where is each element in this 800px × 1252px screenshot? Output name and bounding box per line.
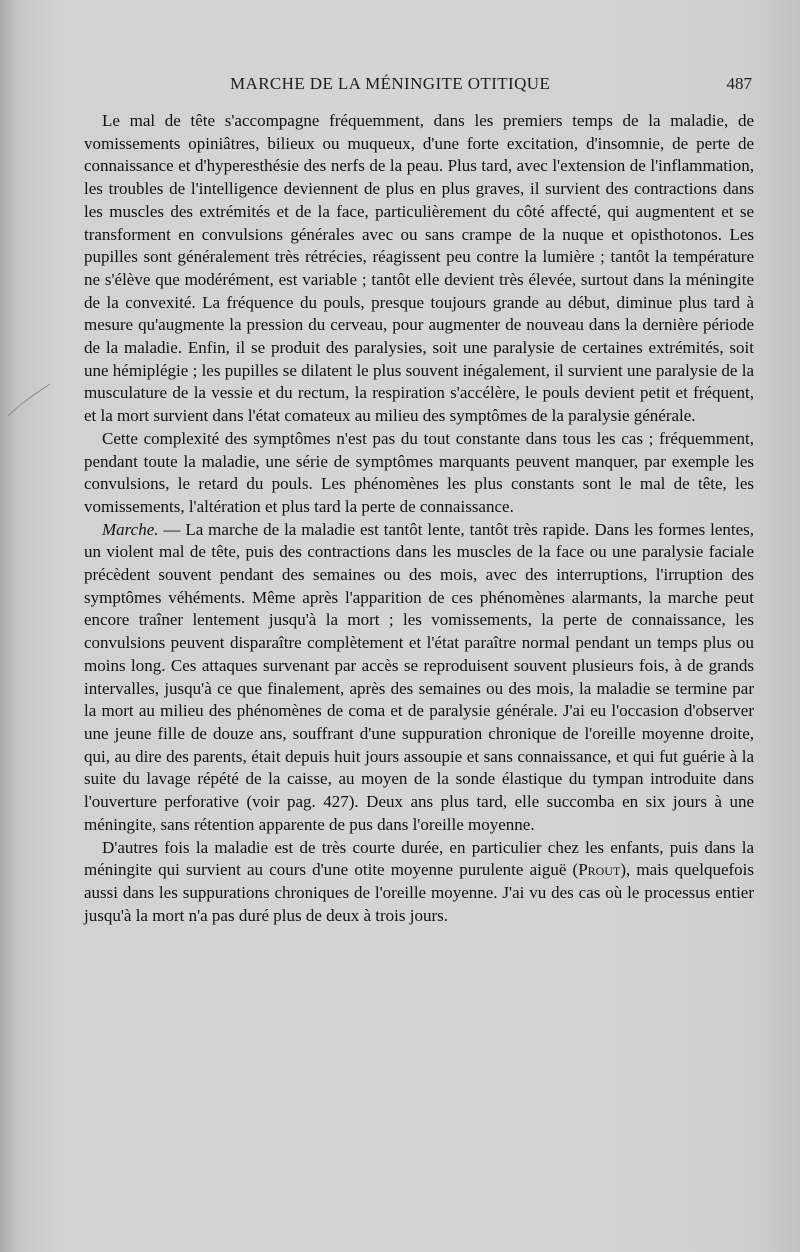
paragraph xyxy=(84,837,754,928)
paragraph-text: — La marche de la maladie est tantôt lente, tantôt très rapide. Dans les formes lentes, un violent mal de tête, puis des contractions dans les muscles de la face ou une paralysie faciale précèdent souvent pendant des semaines ou des mois, avec des interruptions, l'irruption des symptômes véhéments. Même après l'apparition de ces phénomènes alarmants, la marche peut encore traîner lentement jusqu'à la mort ; les vomissements, la perte de connaissance, les convulsions peuvent disparaître complètement et l'état paraître normal pendant un temps plus ou moins long. Ces attaques survenant par accès se reproduisent souvent plusieurs fois, à de grands intervalles, jusqu'à ce que finalement, après des semaines ou des mois, la maladie se termine par la mort au milieu des phénomènes de coma et de paralysie générale. J'ai eu l'occasion d'observer une jeune fille de douze ans, souffrant d'une suppuration chronique de l'oreille moyenne droite, qui, au dire des parents, était depuis huit jours assoupie et sans connaissance, et qui fut guérie à la suite du lavage répété de la caisse, au moyen de la sonde élastique du tympan introduite dans l'ouverture perforative (voir pag. 427). Deux ans plus tard, elle succomba en six jours à une méningite, sans rétention apparente de pus dans l'oreille moyenne. xyxy=(84,519,754,834)
page-header xyxy=(230,74,752,98)
paragraph-text: ), mais quelquefois aussi dans les suppurations chroniques de l'oreille moyenne. J'ai vu des cas où le processus entier jusqu'à la mort n'a pas duré plus de deux à trois jours. xyxy=(84,860,754,925)
paragraph-text: D'autres fois la maladie est de très courte durée, en particulier chez les enfants, puis dans la méningite qui survient au cours d'une otite moyenne purulente aiguë ( xyxy=(84,837,754,880)
margin-pencil-mark xyxy=(4,380,54,420)
page-number: 487 xyxy=(726,74,752,93)
paragraph xyxy=(84,519,754,837)
paragraph: Le mal de tête s'accompagne fréquemment, dans les premiers temps de la maladie, de vomissements opiniâtres, bilieux ou muqueux, d'une forte excitation, d'insomnie, de perte de connaissance et d'hyperesthésie des nerfs de la peau. Plus tard, avec l'extension de l'inflammation, les troubles de l'intelligence deviennent de plus en plus graves, il survient des contractions dans les muscles des extrémités et de la face, particulièrement du côté affecté, qui augmentent et se transforment en convulsions générales avec ou sans crampe de la nuque et opisthotonos. Les pupilles sont généralement très rétrécies, réagissent peu contre la lumière ; tantôt la température ne s'élève que modérément, est variable ; tantôt elle devient très élevée, surtout dans la méningite de la convexité. La fréquence du pouls, presque toujours grande au début, diminue plus tard à mesure qu'augmente la pression du cerveau, pour augmenter de nouveau dans la dernière période de la maladie. Enfin, il se produit des paralysies, soit une paralysie de certaines extrémités, soit une hémiplégie ; les pupilles se dilatent le plus souvent inégalement, il survient une paralysie de la musculature de la vessie et du rectum, la respiration s'accélère, le pouls devient petit et fréquent, et la mort survient dans l'état comateux au milieu des symptômes de la paralysie générale. xyxy=(84,111,754,426)
body-text xyxy=(84,110,754,927)
paragraph xyxy=(84,428,754,519)
running-title: MARCHE DE LA MÉNINGITE OTITIQUE xyxy=(230,74,551,93)
paragraph-text: Cette complexité des symptômes n'est pas du tout constante dans tous les cas ; fréquemment, pendant toute la maladie, une série de symptômes marquants peuvent manquer, par exemple les convulsions, le retard du pouls. Les phénomènes les plus constants sont le mal de tête, les vomissements, l'altération et plus tard la perte de connaissance. xyxy=(84,428,754,516)
section-lead-italic: Marche. xyxy=(102,519,159,539)
author-name: Prout xyxy=(578,860,621,880)
